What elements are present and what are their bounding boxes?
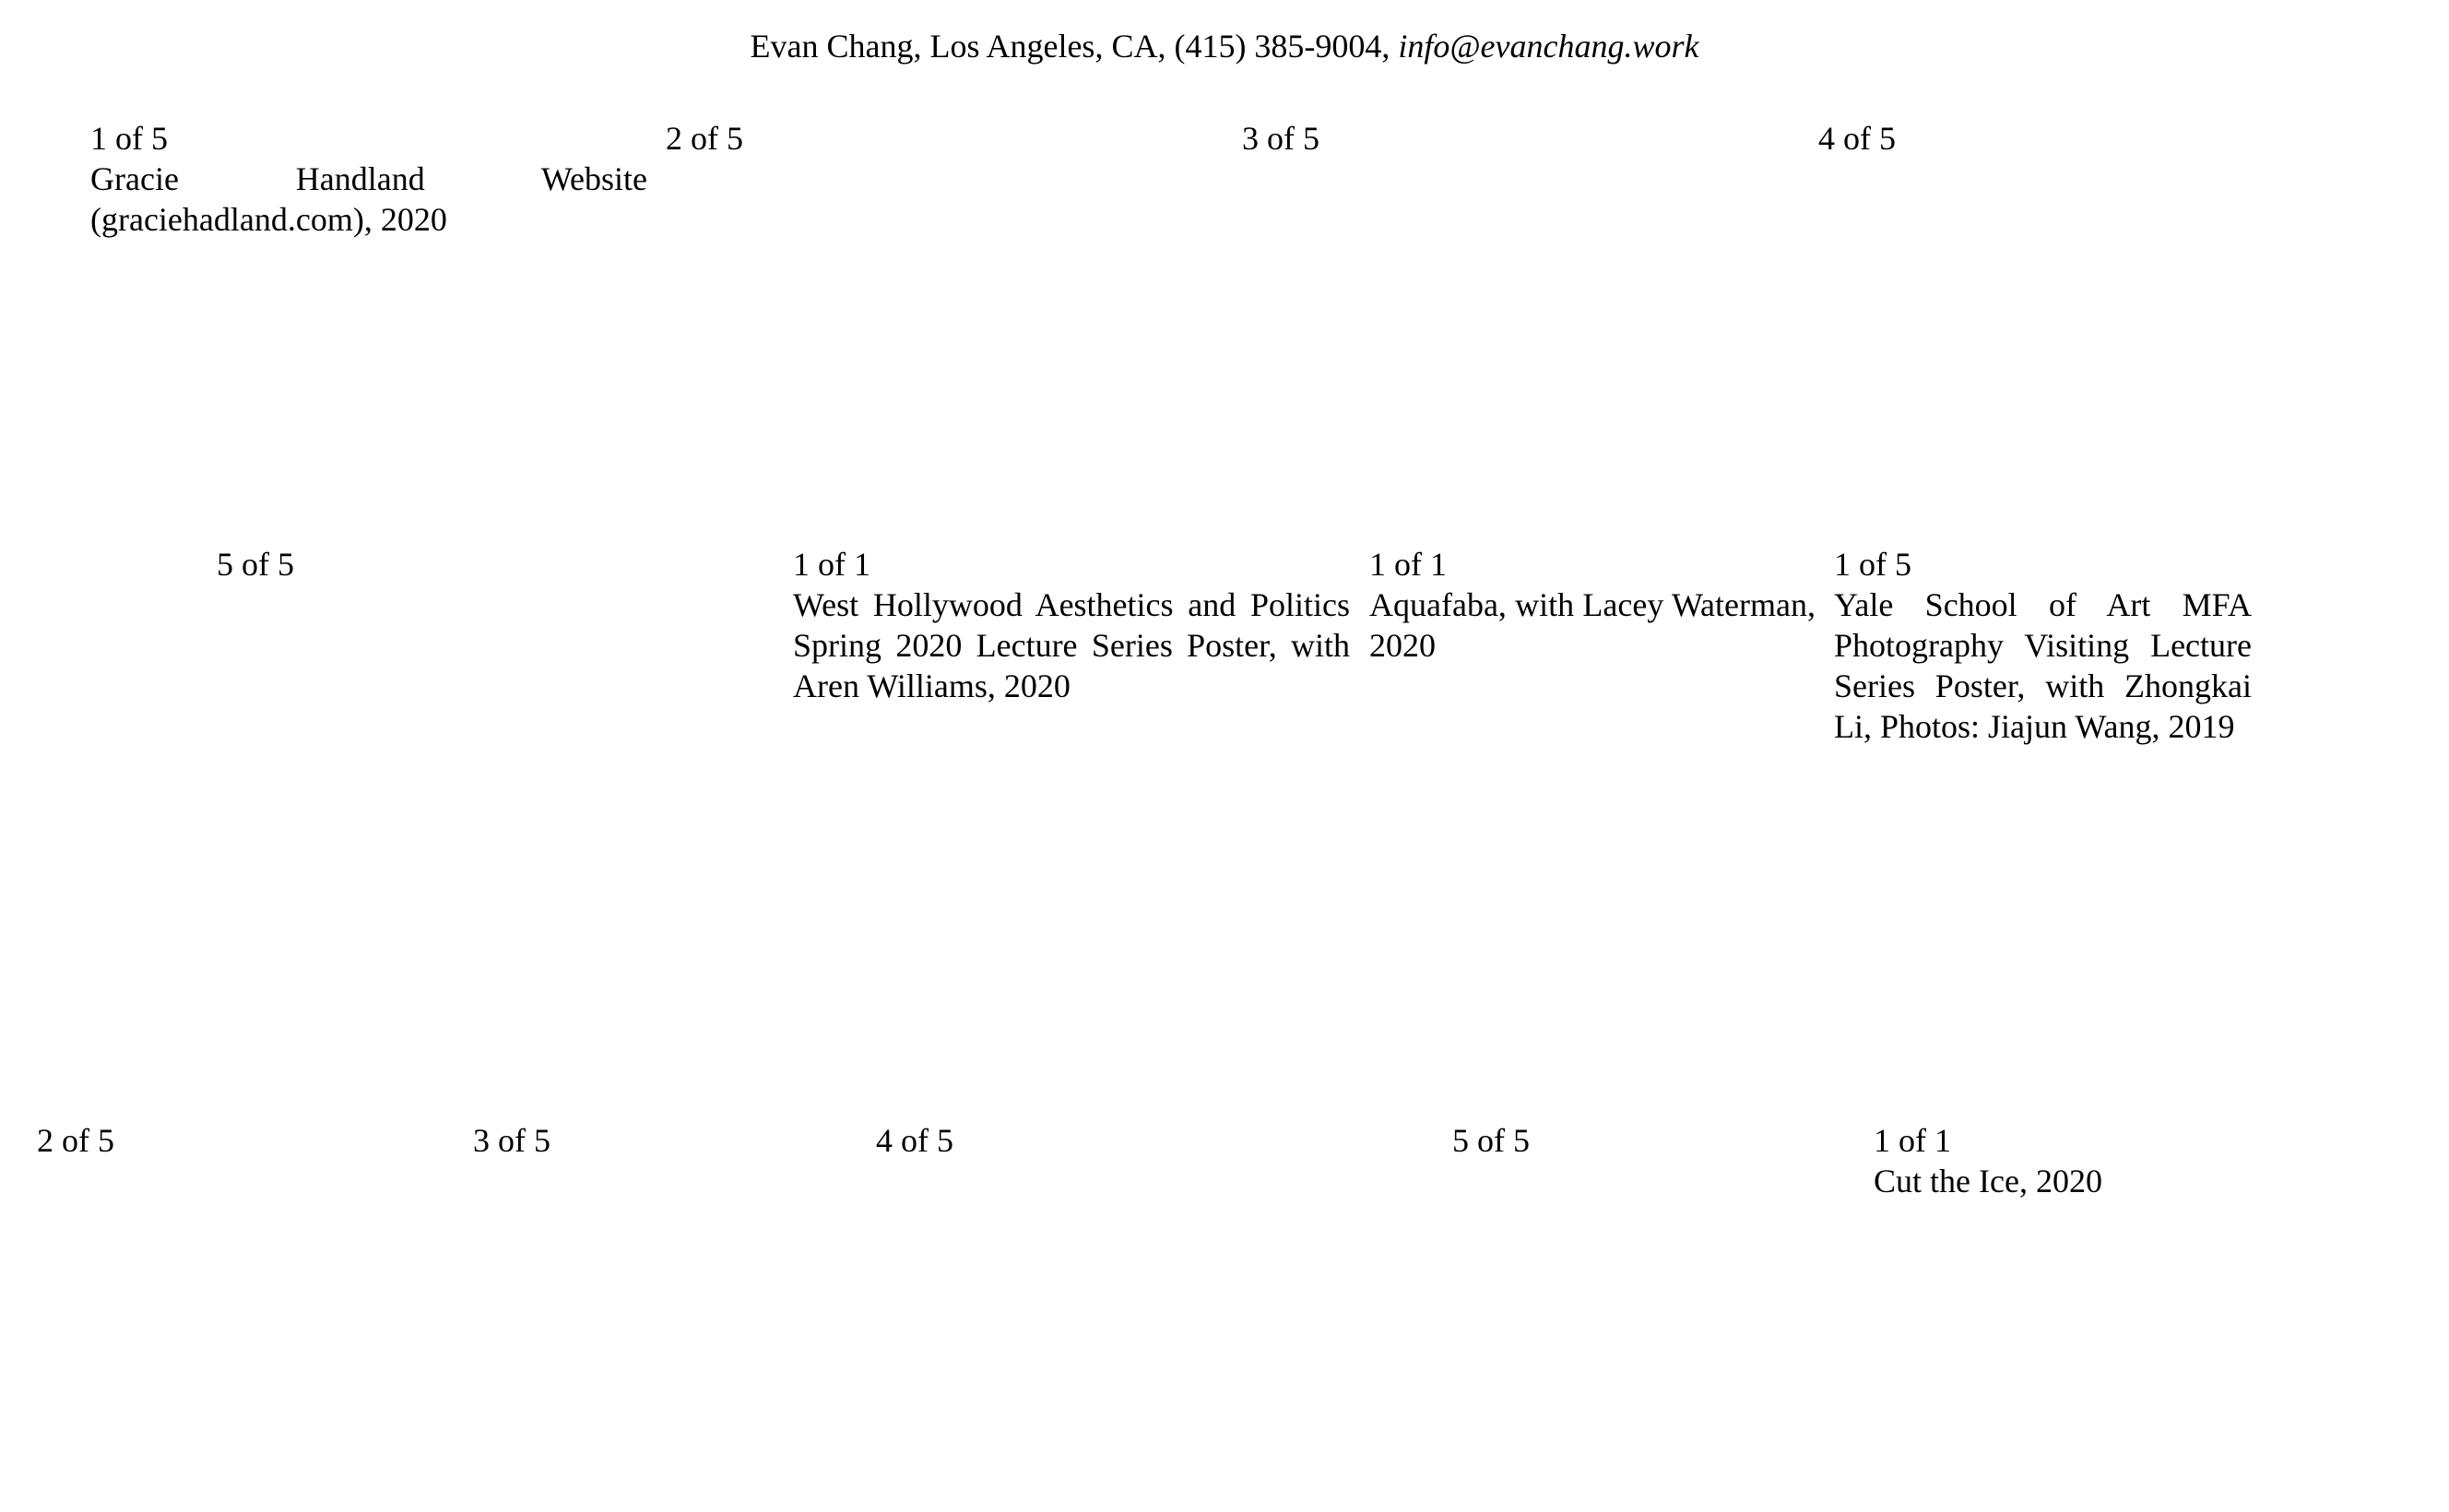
- slide-counter: 1 of 1: [793, 546, 870, 583]
- project-gracie-slide-4[interactable]: [1818, 118, 2095, 159]
- slide-counter: 1 of 1: [1874, 1122, 1951, 1159]
- slide-counter: 3 of 5: [1242, 120, 1319, 157]
- project-aquafaba[interactable]: [1369, 544, 1816, 666]
- project-caption: Cut the Ice, 2020: [1874, 1163, 2102, 1199]
- slide-counter: 5 of 5: [1452, 1122, 1530, 1159]
- slide-counter: 1 of 5: [90, 120, 168, 157]
- slide-counter: 1 of 5: [1834, 546, 1911, 583]
- project-caption: West Hollywood Aesthetics and Politics Spring 2020 Lecture Series Poster, with Aren Williams, 2020: [793, 586, 1350, 704]
- slide-counter: 2 of 5: [666, 120, 743, 157]
- project-yale-slide-4[interactable]: [876, 1120, 1153, 1161]
- slide-counter: 5 of 5: [217, 546, 294, 583]
- project-yale-slide-2[interactable]: [37, 1120, 314, 1161]
- contact-info: Evan Chang, Los Angeles, CA, (415) 385-9004,: [750, 28, 1390, 65]
- contact-header: [0, 24, 2449, 68]
- email-link[interactable]: info@evanchang.work: [1398, 28, 1699, 65]
- project-gracie-slide-3[interactable]: [1242, 118, 1519, 159]
- slide-counter: 3 of 5: [473, 1122, 550, 1159]
- project-caption: Aquafaba, with Lacey Waterman, 2020: [1369, 586, 1816, 664]
- project-yale-slide-3[interactable]: [473, 1120, 750, 1161]
- project-cut-the-ice[interactable]: [1874, 1120, 2289, 1201]
- project-yale-mfa-poster[interactable]: [1834, 544, 2252, 747]
- slide-counter: 4 of 5: [876, 1122, 953, 1159]
- project-gracie-slide-5[interactable]: [217, 544, 493, 585]
- project-caption: Gracie Handland Website (graciehadland.com), 2020: [90, 160, 647, 238]
- slide-counter: 1 of 1: [1369, 546, 1447, 583]
- project-gracie-handland[interactable]: [90, 118, 647, 240]
- project-west-hollywood-poster[interactable]: [793, 544, 1350, 706]
- slide-counter: 4 of 5: [1818, 120, 1896, 157]
- project-gracie-slide-2[interactable]: [666, 118, 942, 159]
- project-caption: Yale School of Art MFA Photography Visiting Lecture Series Poster, with Zhongkai Li, Photos: Jiajun Wang, 2019: [1834, 586, 2252, 745]
- project-yale-slide-5[interactable]: [1452, 1120, 1729, 1161]
- slide-counter: 2 of 5: [37, 1122, 114, 1159]
